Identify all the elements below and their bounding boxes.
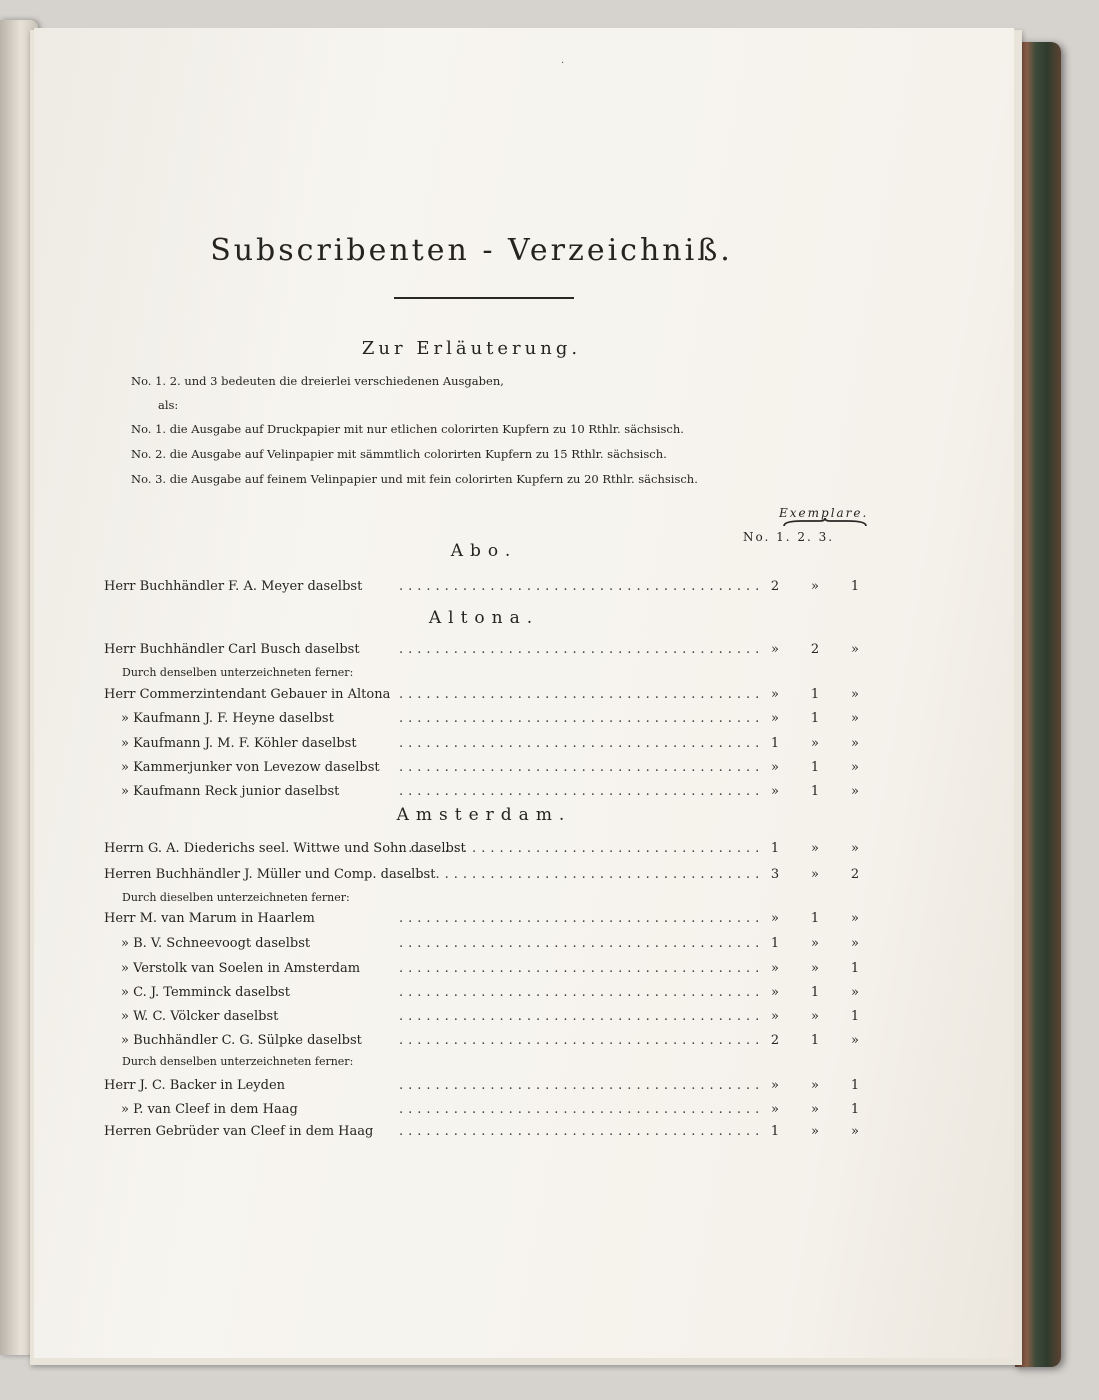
copies-no-1: » — [771, 911, 779, 926]
leader-dots: ........................................ — [399, 841, 765, 856]
subscriber-row — [104, 1124, 864, 1146]
note-line: als: — [158, 398, 179, 412]
title-rule — [394, 297, 574, 299]
copies-no-3: 1 — [850, 1102, 860, 1117]
copies-no-2: » — [811, 867, 819, 882]
subscriber-row — [104, 985, 864, 1007]
subscriber-name: » Kaufmann J. M. F. Köhler daselbst — [121, 736, 357, 751]
subscriber-row — [104, 642, 864, 664]
subscriber-row — [104, 579, 864, 601]
copies-no-1: » — [771, 642, 779, 657]
subscriber-row — [104, 1033, 864, 1055]
leader-dots: ........................................ — [399, 1033, 765, 1048]
leader-dots: ........................................ — [399, 1078, 765, 1093]
subscriber-row — [104, 1102, 864, 1124]
subscriber-row — [104, 1009, 864, 1031]
copies-no-1: » — [771, 985, 779, 1000]
copies-no-3: » — [851, 985, 859, 1000]
place-heading: Abo. — [450, 541, 518, 561]
leader-dots: ........................................ — [399, 936, 765, 951]
leader-dots: ........................................ — [399, 687, 765, 702]
copies-no-1: » — [771, 784, 779, 799]
copies-no-3: » — [851, 1124, 859, 1139]
copies-no-1: » — [771, 760, 779, 775]
subscriber-name: » Verstolk van Soelen in Amsterdam — [121, 961, 361, 976]
subscriber-name: Herr Commerzintendant Gebauer in Altona — [104, 687, 391, 702]
copies-no-2: » — [811, 736, 819, 751]
subscriber-row — [104, 911, 864, 933]
copies-no-1: 2 — [770, 1033, 780, 1048]
subscriber-name: » Buchhändler C. G. Sülpke daselbst — [121, 1033, 362, 1048]
subscriber-name: Herren Gebrüder van Cleef in dem Haag — [104, 1124, 374, 1139]
copies-no-2: 1 — [810, 1033, 820, 1048]
leader-dots: ........................................ — [399, 711, 765, 726]
copies-no-1: » — [771, 1102, 779, 1117]
subscriber-row — [104, 711, 864, 733]
copies-no-2: » — [811, 961, 819, 976]
subscriber-row — [104, 867, 864, 889]
place-heading: Amsterdam. — [396, 805, 572, 825]
copies-no-2: » — [811, 936, 819, 951]
copies-no-3: » — [851, 1033, 859, 1048]
copies-no-1: » — [771, 687, 779, 702]
leader-dots: ........................................ — [399, 1009, 765, 1024]
sub-note: Durch denselben unterzeichneten ferner: — [122, 666, 354, 679]
sub-note: Durch denselben unterzeichneten ferner: — [122, 1055, 354, 1068]
subscriber-row — [104, 736, 864, 758]
copies-no-2: » — [811, 1124, 819, 1139]
copies-no-3: » — [851, 911, 859, 926]
subscriber-name: Herr Buchhändler Carl Busch daselbst — [104, 642, 360, 657]
leader-dots: ........................................ — [399, 642, 765, 657]
copies-no-2: 1 — [810, 985, 820, 1000]
subscriber-name: Herrn G. A. Diederichs seel. Wittwe und Sohn daselbst — [104, 841, 466, 856]
page — [34, 28, 1014, 1358]
copies-no-1: 1 — [770, 736, 780, 751]
copies-no-3: » — [851, 736, 859, 751]
copies-no-1: » — [771, 711, 779, 726]
leader-dots: ........................................ — [399, 867, 765, 882]
leader-dots: ........................................ — [399, 911, 765, 926]
copies-no-1: » — [771, 1078, 779, 1093]
copies-no-2: 1 — [810, 760, 820, 775]
sub-note: Durch dieselben unterzeichneten ferner: — [122, 891, 350, 904]
copies-no-1: 1 — [770, 1124, 780, 1139]
note-line: No. 1. die Ausgabe auf Druckpapier mit nur etlichen colorirten Kupfern zu 10 Rthlr. sächsisch. — [131, 422, 684, 436]
subscriber-name: » B. V. Schneevoogt daselbst — [121, 936, 311, 951]
leader-dots: ........................................ — [399, 1102, 765, 1117]
copies-no-3: » — [851, 841, 859, 856]
note-heading: Zur Erläuterung. — [361, 338, 582, 359]
copies-no-2: 1 — [810, 687, 820, 702]
leader-dots: ........................................ — [399, 579, 765, 594]
subscriber-row — [104, 1078, 864, 1100]
copies-no-3: 1 — [850, 579, 860, 594]
copies-no-2: » — [811, 841, 819, 856]
copies-no-3: » — [851, 642, 859, 657]
subscriber-row — [104, 687, 864, 709]
note-line: No. 1. 2. und 3 bedeuten die dreierlei verschiedenen Ausgaben, — [131, 374, 504, 388]
subscriber-row — [104, 760, 864, 782]
subscriber-name: » P. van Cleef in dem Haag — [121, 1102, 298, 1117]
copies-no-2: 2 — [810, 642, 820, 657]
place-heading: Altona. — [428, 608, 540, 628]
copies-no-1: » — [771, 1009, 779, 1024]
exemplare-label: Exemplare. — [779, 506, 869, 520]
copies-no-3: 1 — [850, 1009, 860, 1024]
subscriber-name: » Kaufmann Reck junior daselbst — [121, 784, 340, 799]
page-title: Subscribenten - Verzeichniß. — [210, 233, 733, 268]
copies-no-3: » — [851, 711, 859, 726]
subscriber-name: » W. C. Völcker daselbst — [121, 1009, 279, 1024]
copies-no-2: » — [811, 1078, 819, 1093]
subscriber-name: Herr M. van Marum in Haarlem — [104, 911, 315, 926]
copies-no-1: » — [771, 961, 779, 976]
subscriber-name: Herr J. C. Backer in Leyden — [104, 1078, 286, 1093]
subscriber-name: Herren Buchhändler J. Müller und Comp. daselbst — [104, 867, 436, 882]
copies-no-1: 1 — [770, 841, 780, 856]
copies-no-2: 1 — [810, 711, 820, 726]
copies-no-2: 1 — [810, 911, 820, 926]
subscriber-row — [104, 784, 864, 806]
copies-no-1: 1 — [770, 936, 780, 951]
copies-no-3: » — [851, 936, 859, 951]
subscriber-row — [104, 936, 864, 958]
copies-no-1: 3 — [770, 867, 780, 882]
subscriber-row — [104, 961, 864, 983]
copies-no-3: 1 — [850, 961, 860, 976]
leader-dots: ........................................ — [399, 760, 765, 775]
subscriber-name: » Kammerjunker von Levezow daselbst — [121, 760, 380, 775]
copies-no-2: » — [811, 1009, 819, 1024]
subscriber-name: » C. J. Temminck daselbst — [121, 985, 290, 1000]
note-line: No. 3. die Ausgabe auf feinem Velinpapier und mit fein colorirten Kupfern zu 20 Rthlr. sächsisch. — [131, 472, 698, 486]
note-line: No. 2. die Ausgabe auf Velinpapier mit sämmtlich colorirten Kupfern zu 15 Rthlr. sächsisch. — [131, 447, 667, 461]
copies-no-3: » — [851, 784, 859, 799]
copies-no-3: » — [851, 760, 859, 775]
copies-no-1: 2 — [770, 579, 780, 594]
copies-no-2: » — [811, 1102, 819, 1117]
copies-no-3: » — [851, 687, 859, 702]
copies-no-2: 1 — [810, 784, 820, 799]
leader-dots: ........................................ — [399, 961, 765, 976]
exemplare-columns: No. 1. 2. 3. — [743, 530, 835, 544]
copies-no-3: 2 — [850, 867, 860, 882]
copies-no-2: » — [811, 579, 819, 594]
leader-dots: ........................................ — [399, 784, 765, 799]
subscriber-name: » Kaufmann J. F. Heyne daselbst — [121, 711, 334, 726]
subscriber-row — [104, 841, 864, 863]
leader-dots: ........................................ — [399, 736, 765, 751]
leader-dots: ........................................ — [399, 1124, 765, 1139]
exemplare-brace — [782, 518, 868, 528]
printer-mark: · — [561, 58, 565, 69]
leader-dots: ........................................ — [399, 985, 765, 1000]
copies-no-3: 1 — [850, 1078, 860, 1093]
subscriber-name: Herr Buchhändler F. A. Meyer daselbst — [104, 579, 363, 594]
